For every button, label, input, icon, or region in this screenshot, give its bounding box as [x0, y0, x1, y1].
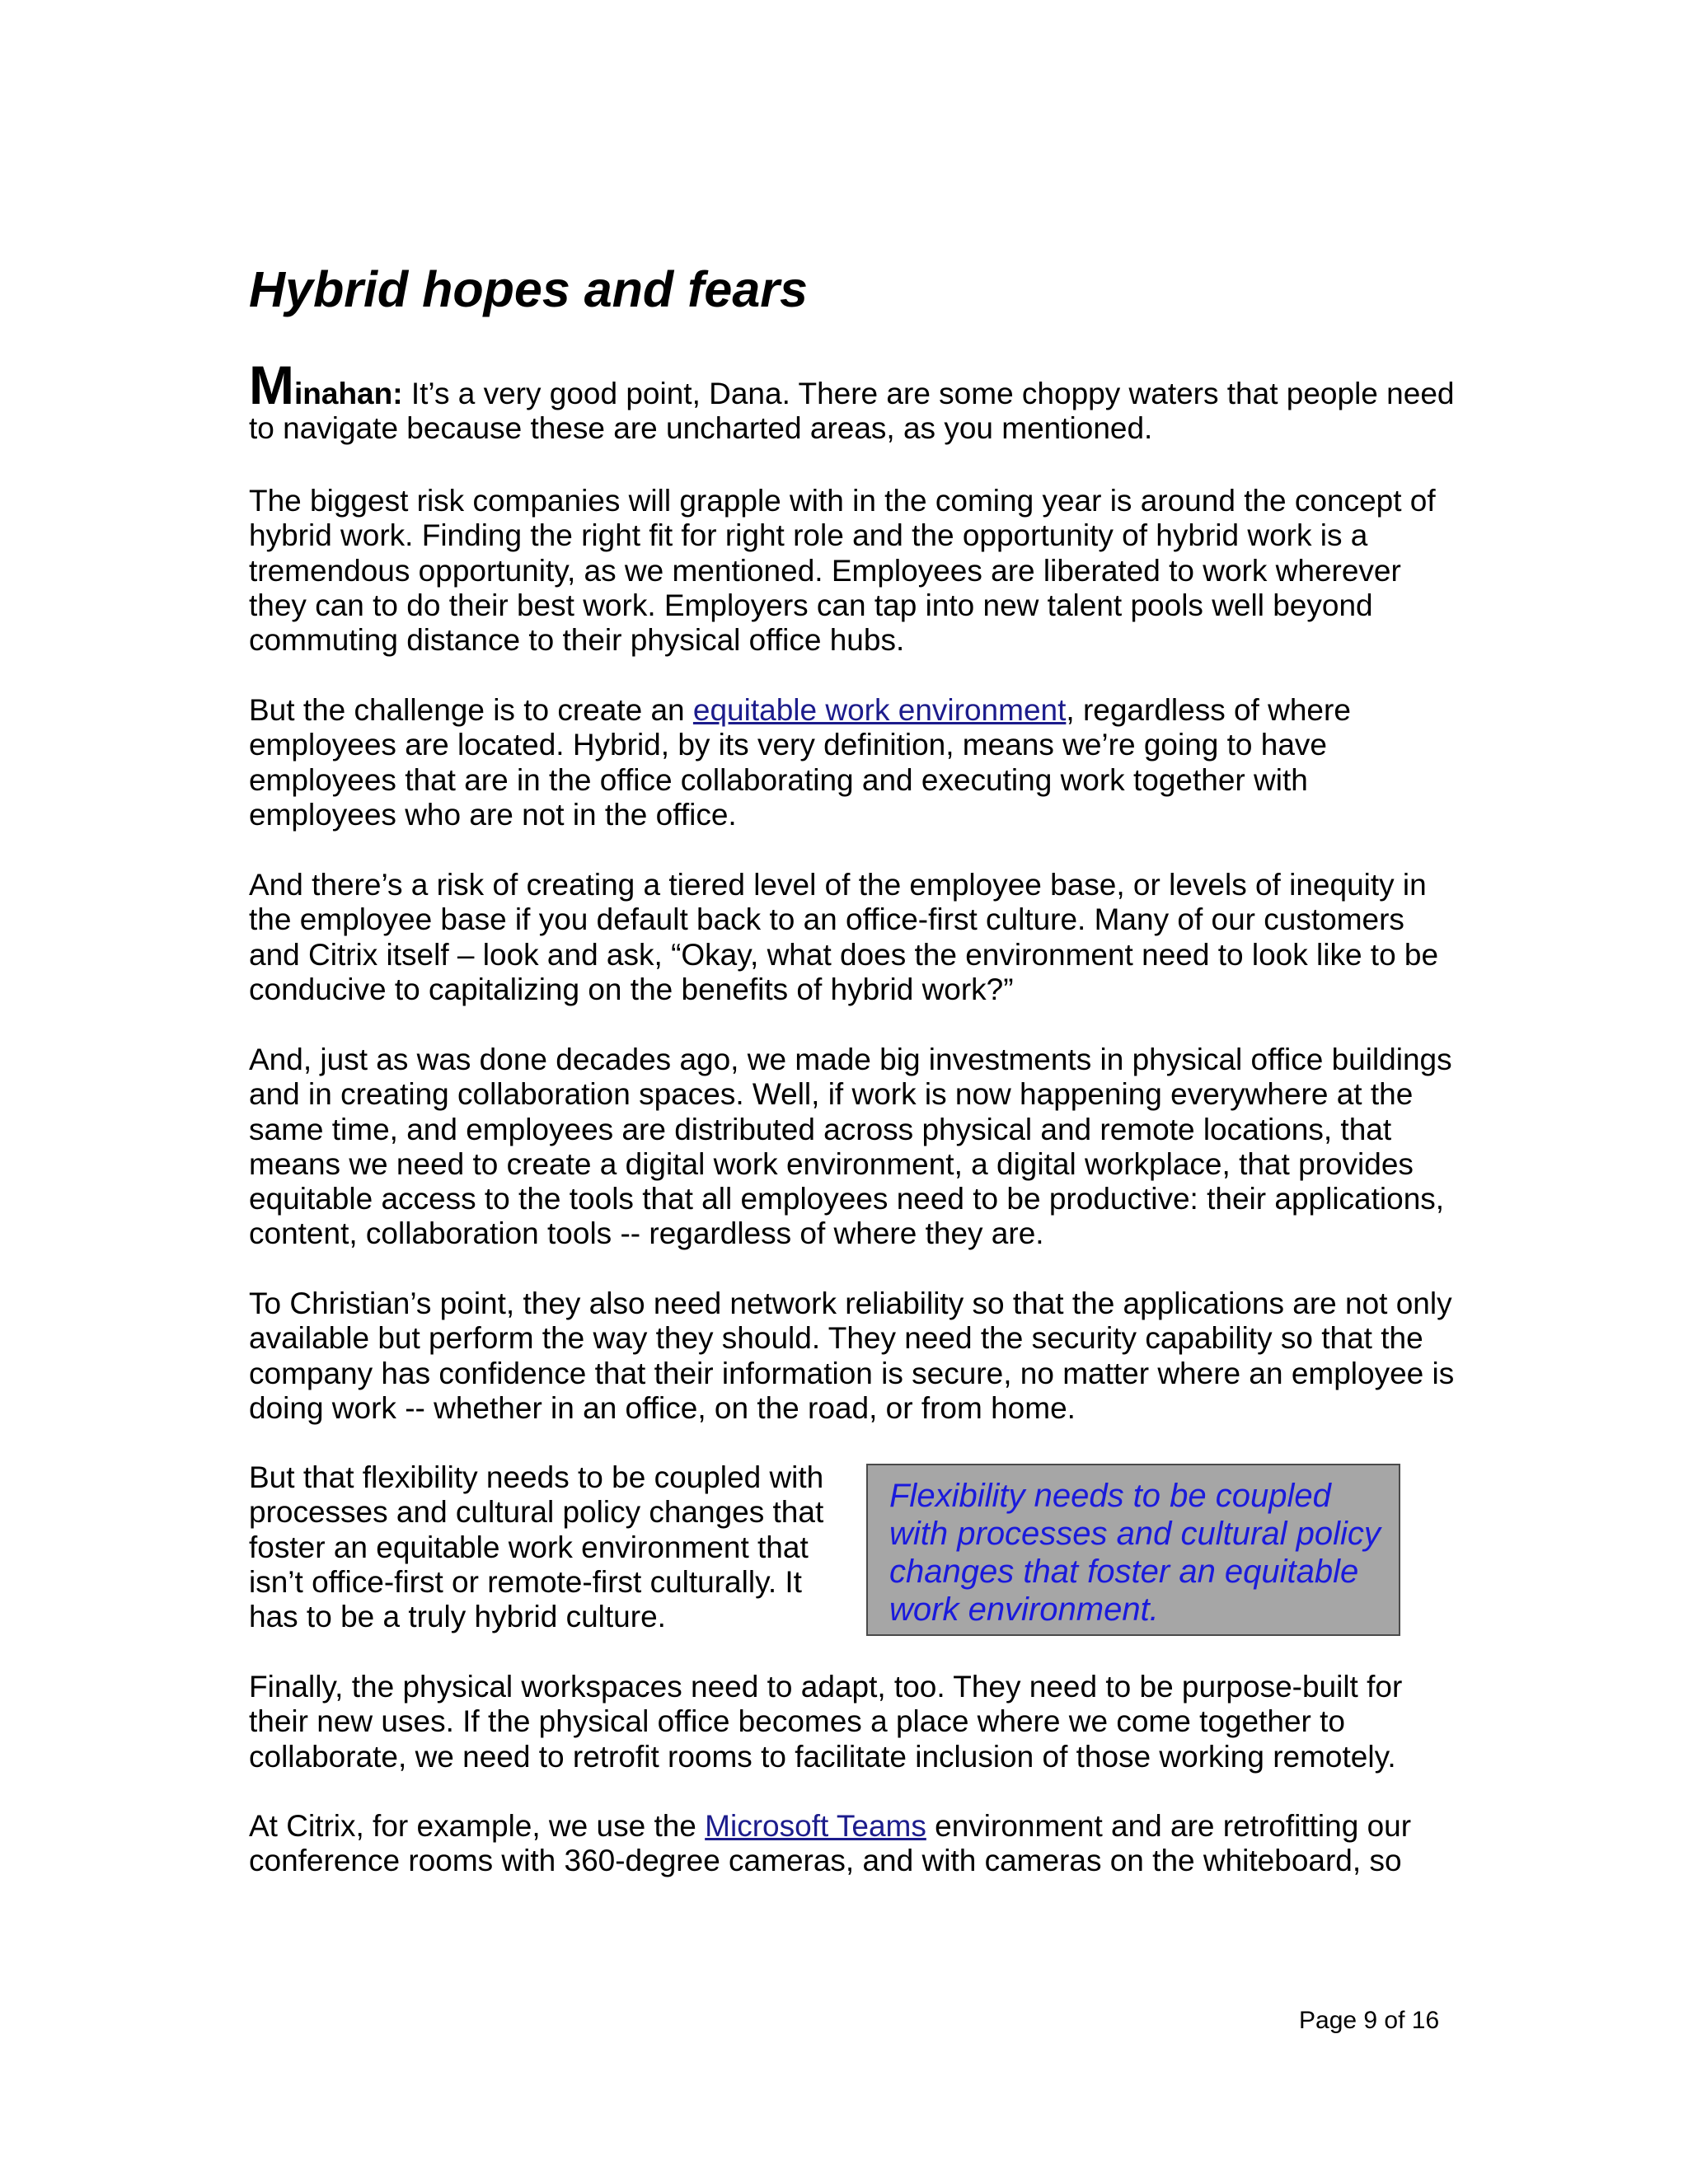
paragraph-network-reliability: To Christian’s point, they also need network reliability so that the applications are not only available but perform the way they should. They need the security capability so that the company has confidence that their information is secure, no matter where an employee is doing work -- whether in an office, on the road, or from home.	[249, 1286, 1455, 1425]
paragraph-text: environment and are retrofitting our conference rooms with 360-degree cameras, and with cameras on the whiteboard, so	[249, 1809, 1412, 1878]
paragraph-equitable-challenge	[249, 693, 1461, 832]
equitable-work-environment-link[interactable]: equitable work environment	[692, 693, 1067, 727]
drop-cap: M	[249, 354, 294, 415]
paragraph-minahan-intro	[249, 354, 1461, 447]
paragraph-citrix-example	[249, 1809, 1461, 1879]
section-heading: Hybrid hopes and fears	[249, 261, 808, 317]
microsoft-teams-link[interactable]: Microsoft Teams	[705, 1809, 926, 1843]
paragraph-flexibility: But that flexibility needs to be coupled with processes and cultural policy changes that foster an equitable work environment that isn’t office-first or remote-first culturally. It has to be a truly hybrid culture.	[249, 1460, 824, 1634]
paragraph-text: At Citrix, for example, we use the	[249, 1809, 706, 1843]
paragraph-text: But the challenge is to create an	[249, 693, 693, 727]
pull-quote-box	[866, 1464, 1400, 1636]
paragraph-text: , regardless of where employees are located. Hybrid, by its very definition, means we’re going to have employees that are in the office collaborating and executing work together with employees who are not in the office.	[249, 693, 1351, 832]
paragraph-text: It’s a very good point, Dana. There are some choppy waters that people need to navigate because these are uncharted areas, as you mentioned.	[249, 377, 1455, 446]
paragraph-hybrid-risk: The biggest risk companies will grapple with in the coming year is around the concept of hybrid work. Finding the right fit for right role and the opportunity of hybrid work is a tremendous opportunity, as we mentioned. Employees are liberated to work wherever they can to do their best work. Employers can tap into new talent pools well beyond commuting distance to their physical office hubs.	[249, 484, 1436, 658]
paragraph-tiered-risk: And there’s a risk of creating a tiered level of the employee base, or levels of inequity in the employee base if you default back to an office-first culture. Many of our customers and Citrix itself – look and ask, “Okay, what does the environment need to look like to be conducive to capitalizing on the benefits of hybrid work?”	[249, 868, 1439, 1006]
speaker-name: inahan:	[293, 377, 403, 410]
paragraph-physical-workspaces: Finally, the physical workspaces need to adapt, too. They need to be purpose-built for their new uses. If the physical office becomes a place where we come together to collaborate, we need to retrofit rooms to facilitate inclusion of those working remotely.	[249, 1670, 1403, 1774]
page-number: Page 9 of 16	[1299, 2007, 1440, 2034]
pull-quote-text: Flexibility needs to be coupled with processes and cultural policy changes that foster an equitable work environment.	[889, 1478, 1381, 1628]
paragraph-digital-workplace: And, just as was done decades ago, we made big investments in physical office buildings and in creating collaboration spaces. Well, if work is now happening everywhere at the same time, and employees are distributed across physical and remote locations, that means we need to create a digital work environment, a digital workplace, that provides equitable access to the tools that all employees need to be productive: their applications, content, collaboration tools -- regardless of where they are.	[249, 1043, 1452, 1251]
